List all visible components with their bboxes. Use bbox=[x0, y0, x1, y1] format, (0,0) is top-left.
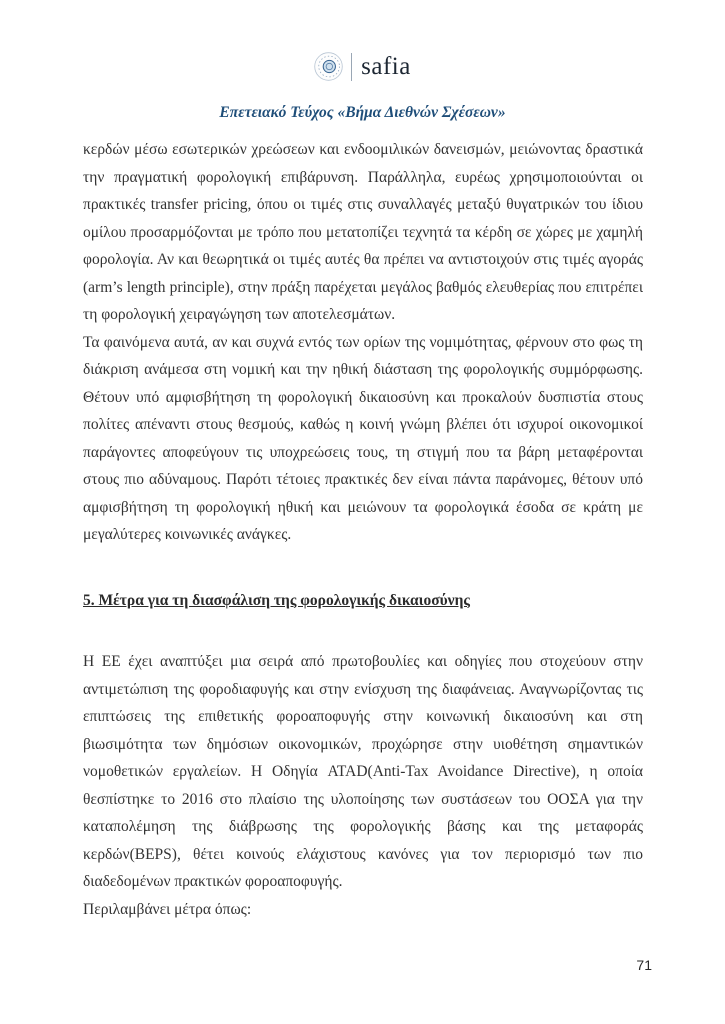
body-text bbox=[83, 136, 643, 923]
logo-brand-text: safia bbox=[361, 52, 411, 80]
paragraph: κερδών μέσω εσωτερικών χρεώσεων και ενδοομιλικών δανεισμών, μειώνοντας δραστικά την πραγματική φορολογική επιβάρυνση. Παράλληλα, ευρέως χρησιμοποιούνται οι πρακτικές transfer pricing, όπου οι τιμές στις συναλλαγές μεταξύ θυγατρικών του ίδιου ομίλου προσαρμόζονται με τρόπο που μετατοπίζει τεχνητά τα κέρδη σε χώρες με χαμηλή φορολογία. Αν και θεωρητικά οι τιμές αυτές θα πρέπει να αντιστοιχούν στις τιμές αγοράς (arm’s length principle), στην πράξη παρέχεται μεγάλος βαθμός ελευθερίας που επιτρέπει τη φορολογική χειραγώγηση των αποτελεσμάτων. bbox=[83, 141, 643, 323]
safia-seal-icon bbox=[314, 52, 343, 81]
paragraph: Τα φαινόμενα αυτά, αν και συχνά εντός των ορίων της νομιμότητας, φέρνουν στο φως τη διάκριση ανάμεσα στη νομική και την ηθική διάσταση της φορολογικής συμμόρφωσης. Θέτουν υπό αμφισβήτηση τη φορολογική δικαιοσύνη και προκαλούν δυσπιστία στους πολίτες απέναντι στους θεσμούς, καθώς η κοινή γνώμη βλέπει ότι ισχυροί οικονομικοί παράγοντες αποφεύγουν τις υποχρεώσεις τους, τη στιγμή που τα βάρη μεταφέρονται στους πιο αδύναμους. Παρότι τέτοιες πρακτικές δεν είναι πάντα παράνομες, θέτουν υπό αμφισβήτηση τη φορολογική ηθική και μειώνουν τα φορολογικά έσοδα σε κράτη με μεγαλύτερες κοινωνικές ανάγκες. bbox=[83, 333, 643, 543]
issue-title: Επετειακό Τεύχος «Βήμα Διεθνών Σχέσεων» bbox=[219, 104, 506, 121]
logo-divider bbox=[351, 53, 352, 81]
paragraph: Περιλαμβάνει μέτρα όπως: bbox=[83, 900, 252, 918]
paragraph: Η ΕΕ έχει αναπτύξει μια σειρά από πρωτοβουλίες και οδηγίες που στοχεύουν στην αντιμετώπιση της φοροδιαφυγής και στην ενίσχυση της διαφάνειας. Αναγνωρίζοντας τις επιπτώσεις της επιθετικής φοροαποφυγής στην κοινωνική δικαιοσύνη και στη βιωσιμότητα των δημόσιων οικονομικών, προχώρησε στην υιοθέτηση σημαντικών νομοθετικών εργαλείων. Η Οδηγία ATAD(Anti-Tax Avoidance Directive), η οποία θεσπίστηκε το 2016 στο πλαίσιο της υλοποίησης των συστάσεων του ΟΟΣΑ για την καταπολέμηση της διάβρωσης της φορολογικής βάσης και της μεταφοράς κερδών(BEPS), θέτει κοινούς ελάχιστους κανόνες για τον περιορισμό των πιο διαδεδομένων πρακτικών φοροαποφυγής. bbox=[83, 653, 643, 890]
page-number: 71 bbox=[636, 957, 652, 973]
logo bbox=[0, 0, 725, 81]
section-heading: 5. Μέτρα για τη διασφάλιση της φορολογικής δικαιοσύνης bbox=[83, 591, 470, 609]
